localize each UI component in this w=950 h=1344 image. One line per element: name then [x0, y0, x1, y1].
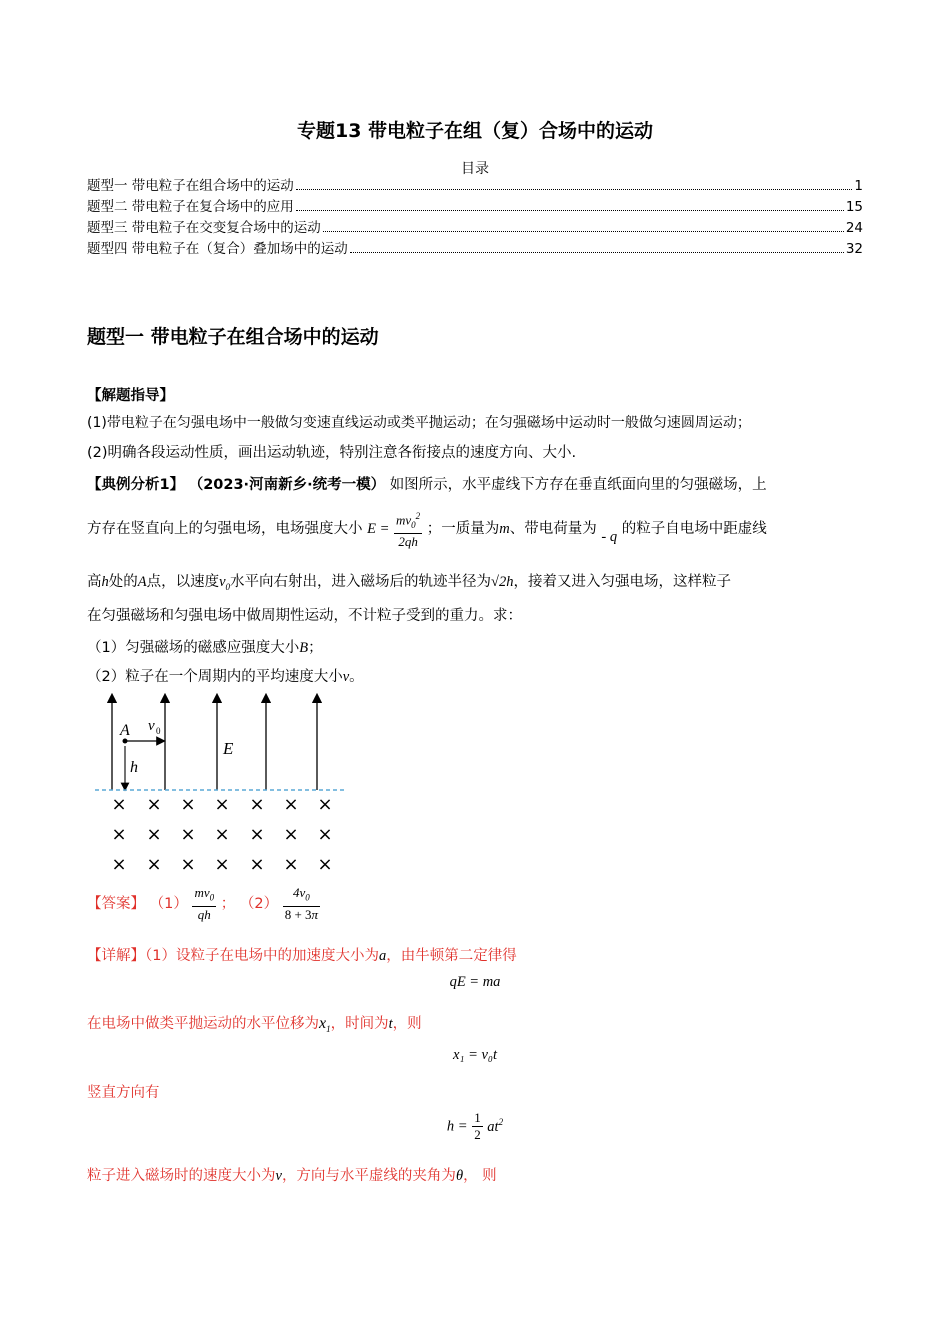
section-heading: 题型一 带电粒子在组合场中的运动: [87, 326, 379, 348]
toc-item-page: 24: [845, 220, 863, 236]
example-text: 如图所示，水平虚线下方存在垂直纸面向里的匀强磁场，上: [389, 477, 767, 493]
var-t: t: [388, 1016, 393, 1032]
detail-text: 在电场中做类平抛运动的水平位移为: [87, 1016, 319, 1032]
var-v0: $v_0$: [219, 574, 231, 592]
guide-label: 【解题指导】: [87, 388, 174, 404]
toc-item[interactable]: [87, 237, 863, 257]
var-x1: $x_1$: [319, 1015, 331, 1035]
detail-text: 粒子进入磁场时的速度大小为: [87, 1168, 276, 1184]
formula-E: E =: [367, 520, 390, 537]
example-line-2: [87, 508, 767, 550]
question-text: （1）匀强磁场的磁感应强度大小: [87, 640, 300, 656]
cross-mark: ×: [249, 854, 265, 875]
answer-line: [87, 885, 320, 923]
var-v: v: [342, 669, 350, 685]
detail-text: ，时间为: [330, 1016, 389, 1032]
magnetic-field: [111, 794, 332, 875]
var-theta: θ: [455, 1168, 464, 1184]
answer-separator: ；: [220, 895, 236, 912]
cross-mark: ×: [249, 794, 265, 815]
var-v: v: [275, 1168, 282, 1184]
example-text: 处的: [108, 574, 138, 590]
toc-item[interactable]: [87, 216, 863, 236]
example-text: 的粒子自电场中距虚线: [621, 520, 767, 537]
toc-item-page: 32: [845, 241, 863, 257]
detail-text: ，由牛顿第二定律得: [386, 948, 517, 964]
cross-mark: ×: [146, 794, 162, 815]
guide-line: (1)带电粒子在匀强电场中一般做匀变速直线运动或类平抛运动；在匀强磁场中运动时一般做匀速圆周运动；: [87, 415, 751, 431]
label-E: E: [223, 739, 234, 758]
field-diagram: [95, 690, 355, 880]
detail-line-4: [87, 1164, 497, 1185]
cross-mark: ×: [283, 854, 299, 875]
cross-mark: ×: [180, 824, 196, 845]
toc-heading: 目录: [461, 161, 489, 177]
toc-item[interactable]: [87, 195, 863, 215]
example-text: 高: [87, 574, 102, 590]
toc-item-label: 题型二 带电粒子在复合场中的应用: [87, 199, 294, 215]
detail-text: ，则: [392, 1016, 422, 1032]
example-text: ；一质量为: [426, 520, 500, 537]
detail-line-1: [87, 944, 517, 965]
equation-1: qE = ma: [449, 974, 501, 990]
var-B: B: [299, 640, 309, 656]
example-source: （2023·河南新乡·统考一模）: [188, 477, 386, 493]
formula-fraction: $\frac{mv_0^2}{2qh}$: [394, 508, 422, 550]
example-text: 点，以速度: [146, 574, 220, 590]
cross-mark: ×: [111, 794, 127, 815]
cross-mark: ×: [146, 824, 162, 845]
var-A: A: [137, 574, 147, 590]
toc-item[interactable]: [87, 174, 863, 194]
toc-item-label: 题型四 带电粒子在（复合）叠加场中的运动: [87, 241, 348, 257]
example-line-1: [87, 473, 767, 494]
example-text: 、带电荷量为: [509, 520, 597, 537]
question-2: [87, 665, 364, 686]
cross-mark: ×: [283, 824, 299, 845]
cross-mark: ×: [214, 824, 230, 845]
cross-mark: ×: [317, 824, 333, 845]
cross-mark: ×: [249, 824, 265, 845]
cross-mark: ×: [283, 794, 299, 815]
equation-3: h = $\frac{1}{2}$ $at^2$: [446, 1110, 504, 1142]
cross-mark: ×: [111, 824, 127, 845]
answer-part: （2）: [239, 895, 279, 912]
example-text: 水平向右射出，进入磁场后的轨迹半径为: [230, 574, 492, 590]
label-v0-sub: 0: [156, 726, 161, 736]
cross-mark: ×: [317, 794, 333, 815]
charge-symbol: - q: [601, 528, 618, 545]
answer-label: 【答案】: [87, 895, 145, 912]
guide-line: (2)明确各段运动性质，画出运动轨迹，特别注意各衔接点的速度方向、大小.: [87, 445, 577, 461]
toc-leader: [296, 189, 853, 190]
cross-mark: ×: [214, 794, 230, 815]
toc-item-page: 15: [845, 199, 863, 215]
equation-2: x₁ = v₀t: [452, 1047, 498, 1063]
detail-text: （1）设粒子在电场中的加速度大小为: [145, 948, 379, 964]
answer-1-fraction: $\frac{mv_0}{qh}$: [194, 885, 215, 922]
label-A: A: [120, 722, 130, 739]
detail-text: ，方向与水平虚线的夹角为: [281, 1168, 456, 1184]
example-text: 方存在竖直向上的匀强电场，电场强度大小: [87, 520, 363, 537]
question-text: 。: [349, 669, 364, 685]
example-text: ，接着又进入匀强电场，这样粒子: [513, 574, 732, 590]
var-m: m: [499, 520, 510, 537]
cross-mark: ×: [214, 854, 230, 875]
cross-mark: ×: [146, 854, 162, 875]
example-label: 【典例分析1】: [87, 477, 185, 493]
document-title: 专题13 带电粒子在组（复）合场中的运动: [296, 120, 654, 142]
var-a: a: [378, 948, 387, 964]
answer-part: （1）: [149, 895, 188, 912]
toc-leader: [323, 231, 844, 232]
detail-label: 【详解】: [87, 948, 145, 964]
detail-text: ， 则: [463, 1168, 497, 1184]
toc-leader: [296, 210, 844, 211]
question-text: （2）粒子在一个周期内的平均速度大小: [87, 669, 343, 685]
example-line-3: [87, 570, 731, 592]
example-line-4: 在匀强磁场和匀强电场中做周期性运动，不计粒子受到的重力。求：: [87, 608, 522, 624]
cross-mark: ×: [180, 854, 196, 875]
toc-leader: [350, 252, 844, 253]
question-text: ；: [308, 640, 323, 656]
toc-item-label: 题型三 带电粒子在交变复合场中的运动: [87, 220, 321, 236]
cross-mark: ×: [317, 854, 333, 875]
cross-mark: ×: [111, 854, 127, 875]
answer-2-fraction: $\frac{4v_0}{8 + 3\pi}$: [284, 885, 319, 922]
label-v0: v: [148, 718, 155, 734]
toc-item-label: 题型一 带电粒子在组合场中的运动: [87, 178, 294, 194]
detail-line-3: 竖直方向有: [87, 1085, 160, 1101]
cross-mark: ×: [180, 794, 196, 815]
detail-line-2: [87, 1012, 422, 1034]
var-h: h: [101, 574, 109, 590]
toc-item-page: 1: [854, 178, 863, 194]
label-h: h: [130, 759, 138, 776]
question-1: [87, 636, 323, 657]
radius-formula: √2h: [491, 574, 514, 590]
